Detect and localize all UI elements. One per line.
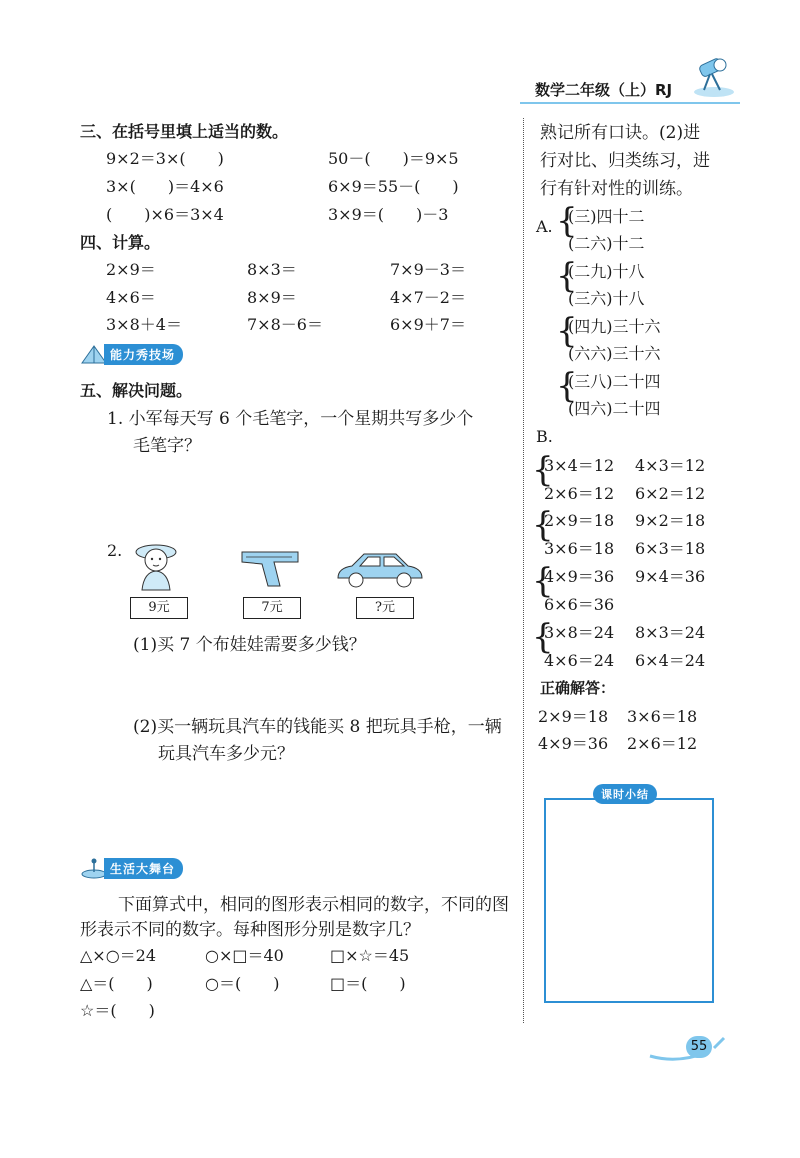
correct-answer-eq: 3×6＝18 (627, 707, 698, 726)
answer-b-eq: 6×6＝36 (544, 595, 615, 614)
brace: { (556, 201, 578, 241)
fill-expression: 6×9＝55－( ) (328, 177, 459, 196)
answer-b-eq: 2×6＝12 (544, 484, 615, 503)
calc-expression: 8×9＝ (247, 288, 297, 307)
lesson-summary-box[interactable] (544, 798, 714, 1003)
toy-car-icon (334, 548, 426, 590)
answer-a-item: (四九)三十六 (568, 317, 661, 336)
calc-expression: 3×8＋4＝ (106, 315, 182, 334)
life-text-cont: 形表示不同的数字。每种图形分别是数字几？ (80, 920, 420, 940)
toy-gun-icon (240, 548, 302, 590)
brace: { (556, 311, 578, 351)
price-car: ?元 (356, 597, 414, 619)
banner-label: 能力秀技场 (104, 344, 183, 365)
right-intro: 行对比、归类练习，进 (540, 151, 710, 171)
price-gun: 7元 (243, 597, 301, 619)
brace: { (556, 366, 578, 406)
question2-sub2: (2)买一辆玩具汽车的钱能买 8 把玩具手枪，一辆 (133, 717, 502, 737)
header-rule (520, 100, 740, 106)
brace: { (532, 617, 554, 657)
fill-expression: 9×2＝3×( ) (106, 149, 224, 168)
column-divider (523, 118, 524, 1023)
answer-a-label: A. (536, 217, 553, 236)
shape-answer: ☆＝( ) (80, 1001, 155, 1020)
lesson-summary-tag: 课时小结 (593, 784, 657, 804)
correct-answer-eq: 2×6＝12 (627, 734, 698, 753)
shape-answer: △＝( ) (80, 974, 153, 993)
answer-b-eq: 4×6＝24 (544, 651, 615, 670)
answer-b-eq: 3×4＝12 (544, 456, 615, 475)
right-intro: 熟记所有口诀。(2)进 (540, 123, 701, 143)
answer-b-eq: 9×4＝36 (635, 567, 706, 586)
calc-expression: 2×9＝ (106, 260, 156, 279)
answer-b-eq: 9×2＝18 (635, 511, 706, 530)
calc-expression: 7×9－3＝ (390, 260, 466, 279)
price-doll: 9元 (130, 597, 188, 619)
calc-expression: 4×7－2＝ (390, 288, 466, 307)
banner-life-stage (80, 857, 183, 879)
banner-ability (80, 343, 183, 365)
answer-b-eq: 2×9＝18 (544, 511, 615, 530)
answer-b-label: B. (536, 427, 553, 446)
answer-b-eq: 6×2＝12 (635, 484, 706, 503)
fill-expression: 3×9＝( )－3 (328, 205, 449, 224)
page-number: 55 (686, 1036, 712, 1058)
question1-text: 1. 小军每天写 6 个毛笔字，一个星期共写多少个 (107, 409, 474, 429)
doll-icon (132, 540, 180, 592)
section3-title: 三、在括号里填上适当的数。 (80, 122, 289, 141)
correct-answer-title: 正确解答： (540, 679, 616, 697)
correct-answer-eq: 2×9＝18 (538, 707, 609, 726)
answer-b-eq: 3×6＝18 (544, 539, 615, 558)
answer-a-item: (二九)十八 (568, 262, 645, 281)
answer-a-item: (六六)三十六 (568, 344, 661, 363)
correct-answer-eq: 4×9＝36 (538, 734, 609, 753)
answer-a-item: (二六)十二 (568, 234, 645, 253)
telescope-logo-icon (690, 52, 738, 100)
shape-answer: □＝( ) (330, 974, 406, 993)
brace: { (556, 256, 578, 296)
calc-expression: 7×8－6＝ (247, 315, 323, 334)
answer-b-eq: 4×3＝12 (635, 456, 706, 475)
fill-expression: 3×( )＝4×6 (106, 177, 224, 196)
question1-text-cont: 毛笔字？ (133, 436, 201, 456)
question2-sub2-cont: 玩具汽车多少元？ (158, 744, 294, 764)
shape-equation: □×☆＝45 (330, 946, 410, 965)
life-text: 下面算式中，相同的图形表示相同的数字，不同的图 (118, 895, 509, 915)
question2-number: 2. (107, 541, 123, 560)
subject-header: 数学二年级（上）RJ (535, 81, 673, 99)
answer-b-eq: 6×4＝24 (635, 651, 706, 670)
answer-b-eq: 4×9＝36 (544, 567, 615, 586)
fill-expression: ( )×6＝3×4 (106, 205, 224, 224)
calc-expression: 8×3＝ (247, 260, 297, 279)
brace: { (532, 450, 554, 490)
question2-sub1: (1)买 7 个布娃娃需要多少钱？ (133, 635, 366, 655)
answer-a-item: (四六)二十四 (568, 399, 661, 418)
right-intro: 行有针对性的训练。 (540, 179, 693, 199)
banner-label: 生活大舞台 (104, 858, 183, 879)
brace: { (532, 561, 554, 601)
fill-expression: 50－( )＝9×5 (328, 149, 459, 168)
answer-a-item: (三)四十二 (568, 207, 645, 226)
answer-b-eq: 6×3＝18 (635, 539, 706, 558)
shape-equation: ○×□＝40 (205, 946, 284, 965)
answer-a-item: (三八)二十四 (568, 372, 661, 391)
shape-equation: △×○＝24 (80, 946, 157, 965)
answer-a-item: (三六)十八 (568, 289, 645, 308)
answer-b-eq: 8×3＝24 (635, 623, 706, 642)
calc-expression: 4×6＝ (106, 288, 156, 307)
section4-title: 四、计算。 (80, 233, 161, 252)
brace: { (532, 505, 554, 545)
calc-expression: 6×9＋7＝ (390, 315, 466, 334)
answer-b-eq: 3×8＝24 (544, 623, 615, 642)
shape-answer: ○＝( ) (205, 974, 280, 993)
section5-title: 五、解决问题。 (80, 381, 193, 400)
